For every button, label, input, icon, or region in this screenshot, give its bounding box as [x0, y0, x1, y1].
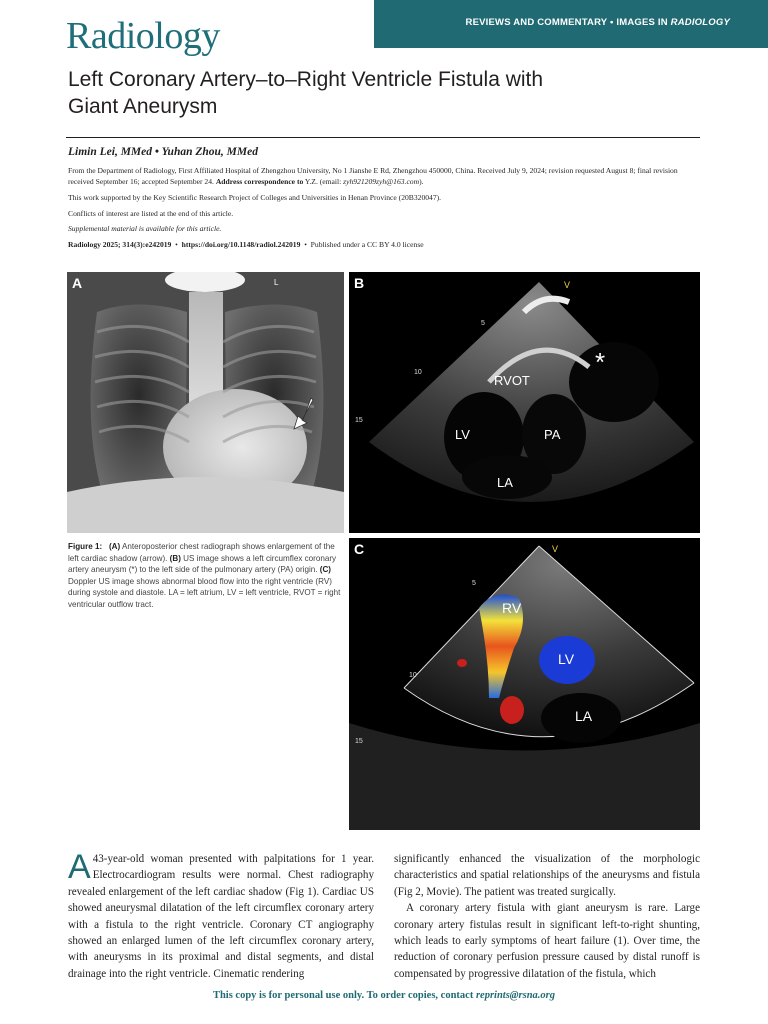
label-pa: PA: [544, 427, 561, 442]
funding-note: This work supported by the Key Scientific Research Project of Colleges and Universities in Henan Province (20B320047).: [68, 193, 442, 202]
depth-mark-15: 15: [355, 417, 363, 424]
label-rv: RV: [502, 600, 522, 616]
label-lv-c: LV: [558, 651, 575, 667]
doi-link[interactable]: https://doi.org/10.1148/radiol.242019: [181, 240, 301, 249]
depth-mark-c-15: 15: [355, 738, 363, 745]
label-la-c: LA: [575, 708, 593, 724]
title-divider: [66, 137, 700, 138]
correspondence-email[interactable]: zyh921209zyh@163.com: [343, 177, 420, 186]
body-column-left: A 43-year-old woman presented with palpitations for 1 year. Electrocardiogram results were normal. Chest radiography revealed enlargement of the left cardiac shadow (Fig 1). Cardiac US showed aneurysmal dilatation of the left circumflex coronary artery with a fistula to the right ventricle. Coronary CT angiography showed an enlarged lumen of the left circumflex coronary artery, with aneurysms in its proximal and distal segments, and distal drainage into the right ventricle. Cinematic rendering: [68, 848, 374, 980]
depth-mark-10: 10: [414, 369, 422, 376]
figure-panel-b-ultrasound: [349, 272, 700, 533]
citation-line: Radiology 2025; 314(3):e242019 • https://doi.org/10.1148/radiol.242019 • Published under a CC BY 4.0 license: [68, 240, 424, 249]
panel-a-label: A: [72, 275, 83, 291]
panel-b-label: B: [354, 275, 365, 291]
panel-c-label: C: [354, 541, 365, 557]
depth-mark-c-10: 10: [409, 672, 417, 679]
article-title: Left Coronary Artery–to–Right Ventricle Fistula with Giant Aneurysm: [68, 68, 544, 118]
journal-logo: Radiology: [66, 15, 220, 57]
conflicts-note: Conflicts of interest are listed at the end of this article.: [68, 209, 234, 218]
figure-panel-c-doppler: [349, 538, 700, 830]
depth-mark-5: 5: [481, 320, 485, 327]
reprint-email[interactable]: reprints@rsna.org: [475, 990, 556, 1001]
affiliation-note: From the Department of Radiology, First Affiliated Hospital of Zhengzhou University, No 1 Jianshe E Rd, Zhengzhou 450000, China. Received July 9, 2024; revision requested August 8; final revision received September 16; accepted September 24. Address correspondence to Y.Z. (email: zyh921209zyh@163.com).: [68, 166, 678, 186]
supplemental-note: Supplemental material is available for this article.: [68, 224, 222, 233]
reprint-footer: This copy is for personal use only. To order copies, contact reprints@rsna.org: [212, 990, 556, 1001]
aneurysm-marker: *: [595, 347, 606, 377]
probe-marker-c: V: [552, 544, 559, 554]
figure-panel-a-radiograph: [67, 272, 344, 533]
drop-cap: A: [68, 848, 91, 886]
figure-caption: Figure 1: (A) Anteroposterior chest radiograph shows enlargement of the left cardiac shadow (arrow). (B) US image shows a left circumflex coronary artery aneurysm (*) to the left side of the pulmonary artery (PA) origin. (C) Doppler US image shows abnormal blood flow into the right ventricle (RV) during systole and diastole. LA = left atrium, LV = left ventricle, RVOT = right ventricular outflow tract.: [68, 542, 341, 609]
author-list: Limin Lei, MMed • Yuhan Zhou, MMed: [68, 146, 258, 158]
depth-mark-c-5: 5: [472, 580, 476, 587]
doppler-image: [349, 538, 700, 830]
section-heading: REVIEWS AND COMMENTARY • IMAGES IN RADIOLOGY: [465, 17, 730, 28]
chest-radiograph-image: [67, 272, 344, 533]
body-column-right: significantly enhanced the visualization of the morphologic characteristics and spatial relationships of the aneurysms and fistula (Fig 2, Movie). The patient was treated surgically. A coronary artery fistula with giant aneurysm is rare. Large coronary artery fistulas result in significant left-to-right shunting, which leads to early symptoms of heart failure (1). Over time, the reduction of coronary perfusion pressure caused by distal runoff is compensated by progressive dilatation of the fistula, which: [394, 853, 700, 980]
side-marker: L: [274, 278, 279, 287]
label-rvot: RVOT: [494, 373, 530, 388]
ultrasound-image: [349, 272, 700, 533]
label-la: LA: [497, 475, 513, 490]
label-lv: LV: [455, 427, 470, 442]
probe-marker: V: [564, 280, 571, 290]
